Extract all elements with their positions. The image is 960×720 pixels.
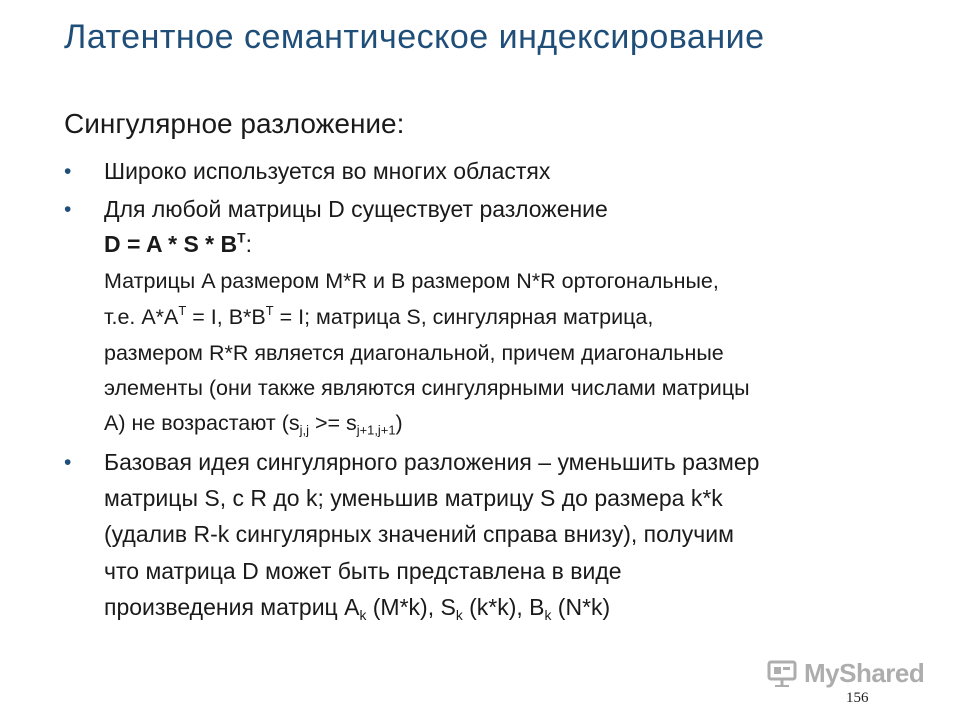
para-line-5 bbox=[104, 411, 403, 438]
bullet-1-text: Широко используется во многих областях bbox=[104, 158, 551, 184]
bullet-3-line-5-d: (N*k) bbox=[551, 594, 611, 620]
para-line-2-c: = I; матрица S, сингулярная матрица, bbox=[273, 305, 654, 329]
para-line-3: размером R*R является диагональной, причем диагональные bbox=[104, 341, 724, 365]
bullet-2-text: Для любой матрицы D существует разложение bbox=[104, 196, 608, 222]
slide-title: Латентное семантическое индексирование bbox=[64, 18, 765, 56]
para-line-5-b: >= s bbox=[308, 411, 357, 435]
bullet-3-line-3: (удалив R-k сингулярных значений справа внизу), получим bbox=[104, 521, 734, 547]
para-line-1: Матрицы A размером M*R и B размером N*R ортогональные, bbox=[104, 269, 719, 293]
index-sub: j+1,j+1 bbox=[356, 422, 396, 438]
slide-subtitle: Сингулярное разложение: bbox=[64, 108, 405, 139]
bullet-3-line-5-c: (k*k), B bbox=[462, 594, 545, 620]
para-line-2-b: = I, B*B bbox=[186, 305, 266, 329]
bullet-marker: • bbox=[64, 198, 72, 221]
bullet-3-line-5-a: произведения матриц A bbox=[104, 594, 360, 620]
bullet-3-line-5 bbox=[104, 594, 611, 623]
bullet-3-line-1: Базовая идея сингулярного разложения – уменьшить размер bbox=[104, 449, 760, 475]
bullet-3-line-4: что матрица D может быть представлена в виде bbox=[104, 558, 622, 584]
k-sub: k bbox=[455, 607, 463, 623]
bullet-3-line-5-b: (M*k), S bbox=[366, 594, 456, 620]
para-line-2-a: т.е. A*A bbox=[104, 305, 179, 329]
para-line-2 bbox=[104, 302, 654, 329]
para-line-5-a: A) не возрастают (s bbox=[104, 411, 300, 435]
transpose-sup: T bbox=[265, 302, 274, 318]
page-number: 156 bbox=[846, 690, 869, 706]
watermark-text: MyShared bbox=[804, 657, 925, 688]
bullet-3-line-2: матрицы S, с R до k; уменьшив матрицу S до размера k*k bbox=[104, 485, 723, 511]
formula-main: D = A * S * B bbox=[104, 231, 238, 257]
k-sub: k bbox=[359, 607, 367, 623]
k-sub: k bbox=[544, 607, 552, 623]
para-line-5-c: ) bbox=[395, 411, 403, 435]
formula-transpose: T bbox=[237, 230, 246, 246]
presentation-board-icon bbox=[766, 659, 798, 687]
svd-formula bbox=[104, 230, 252, 257]
transpose-sup: T bbox=[178, 302, 187, 318]
para-line-4: элементы (они также являются сингулярными числами матрицы bbox=[104, 376, 750, 400]
watermark-logo bbox=[766, 656, 924, 690]
formula-colon: : bbox=[245, 231, 252, 257]
bullet-marker: • bbox=[64, 160, 72, 183]
bullet-marker: • bbox=[64, 451, 72, 474]
index-sub: j,j bbox=[299, 422, 309, 438]
